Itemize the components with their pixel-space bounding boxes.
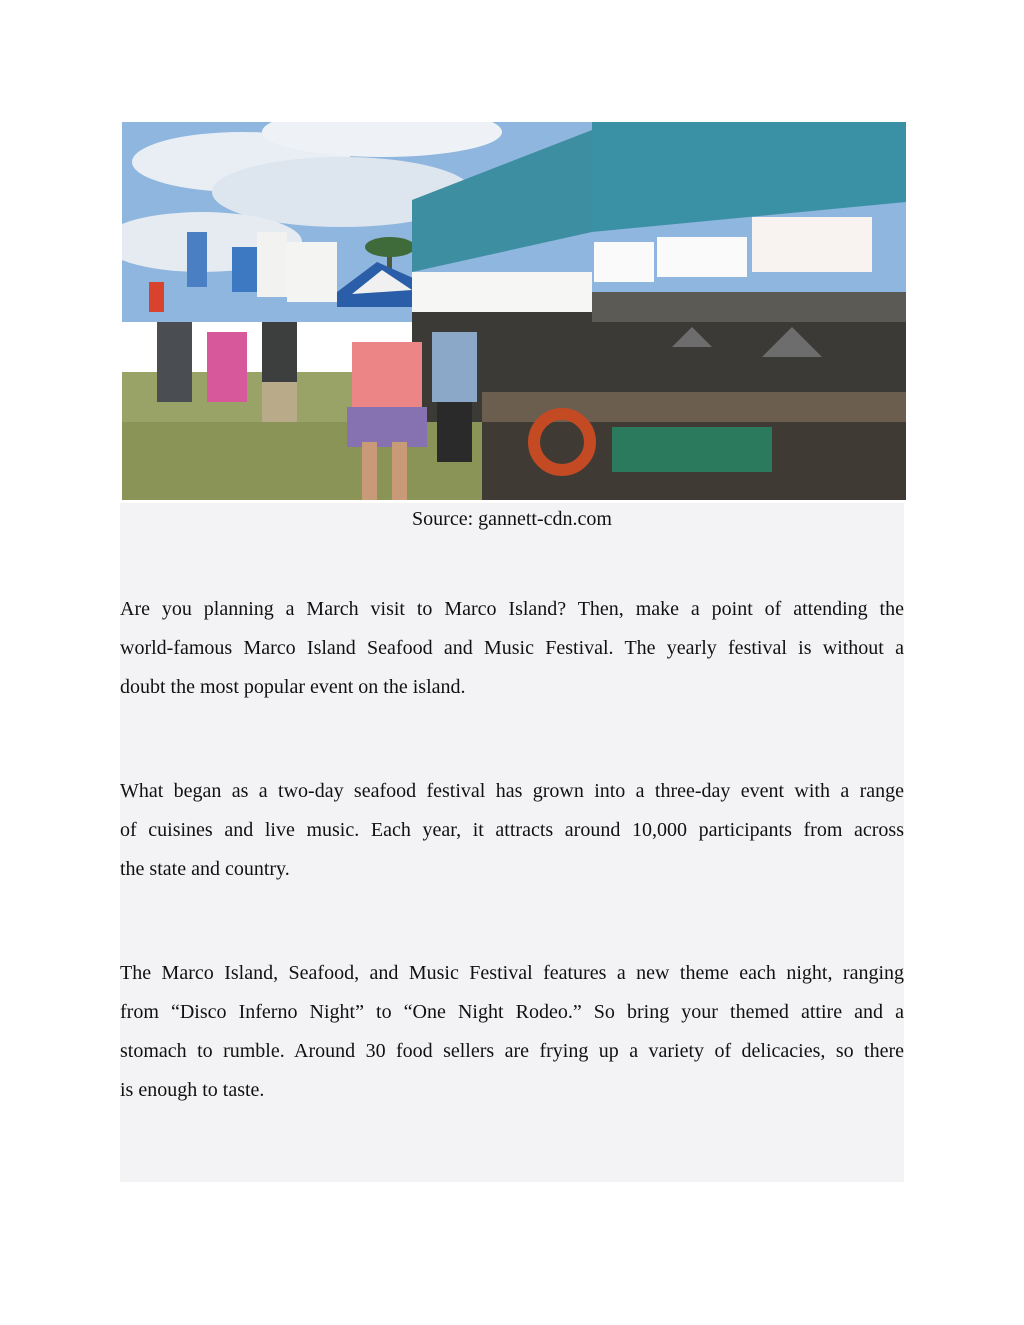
paragraph-3 <box>120 954 904 1110</box>
paragraph-line: The Marco Island, Seafood, and Music Festival features a new theme each night, ranging <box>120 962 904 984</box>
paragraph-line: from “Disco Inferno Night” to “One Night Rodeo.” So bring your themed attire and a <box>120 1001 904 1023</box>
paragraph-2 <box>120 772 904 889</box>
image-caption: Source: gannett-cdn.com <box>412 508 612 530</box>
paragraph-1 <box>120 590 904 707</box>
festival-photo <box>122 122 906 500</box>
paragraph-line: stomach to rumble. Around 30 food sellers are frying up a variety of delicacies, so there <box>120 1040 904 1062</box>
paragraph-line: doubt the most popular event on the island. <box>120 676 466 698</box>
paragraph-line: of cuisines and live music. Each year, it attracts around 10,000 participants from across <box>120 819 904 841</box>
paragraph-line: world-famous Marco Island Seafood and Music Festival. The yearly festival is without a <box>120 637 904 659</box>
paragraph-line: the state and country. <box>120 858 290 880</box>
paragraph-line: is enough to taste. <box>120 1079 265 1101</box>
paragraph-line: Are you planning a March visit to Marco Island? Then, make a point of attending the <box>120 598 904 620</box>
paragraph-line: What began as a two-day seafood festival has grown into a three-day event with a range <box>120 780 904 802</box>
